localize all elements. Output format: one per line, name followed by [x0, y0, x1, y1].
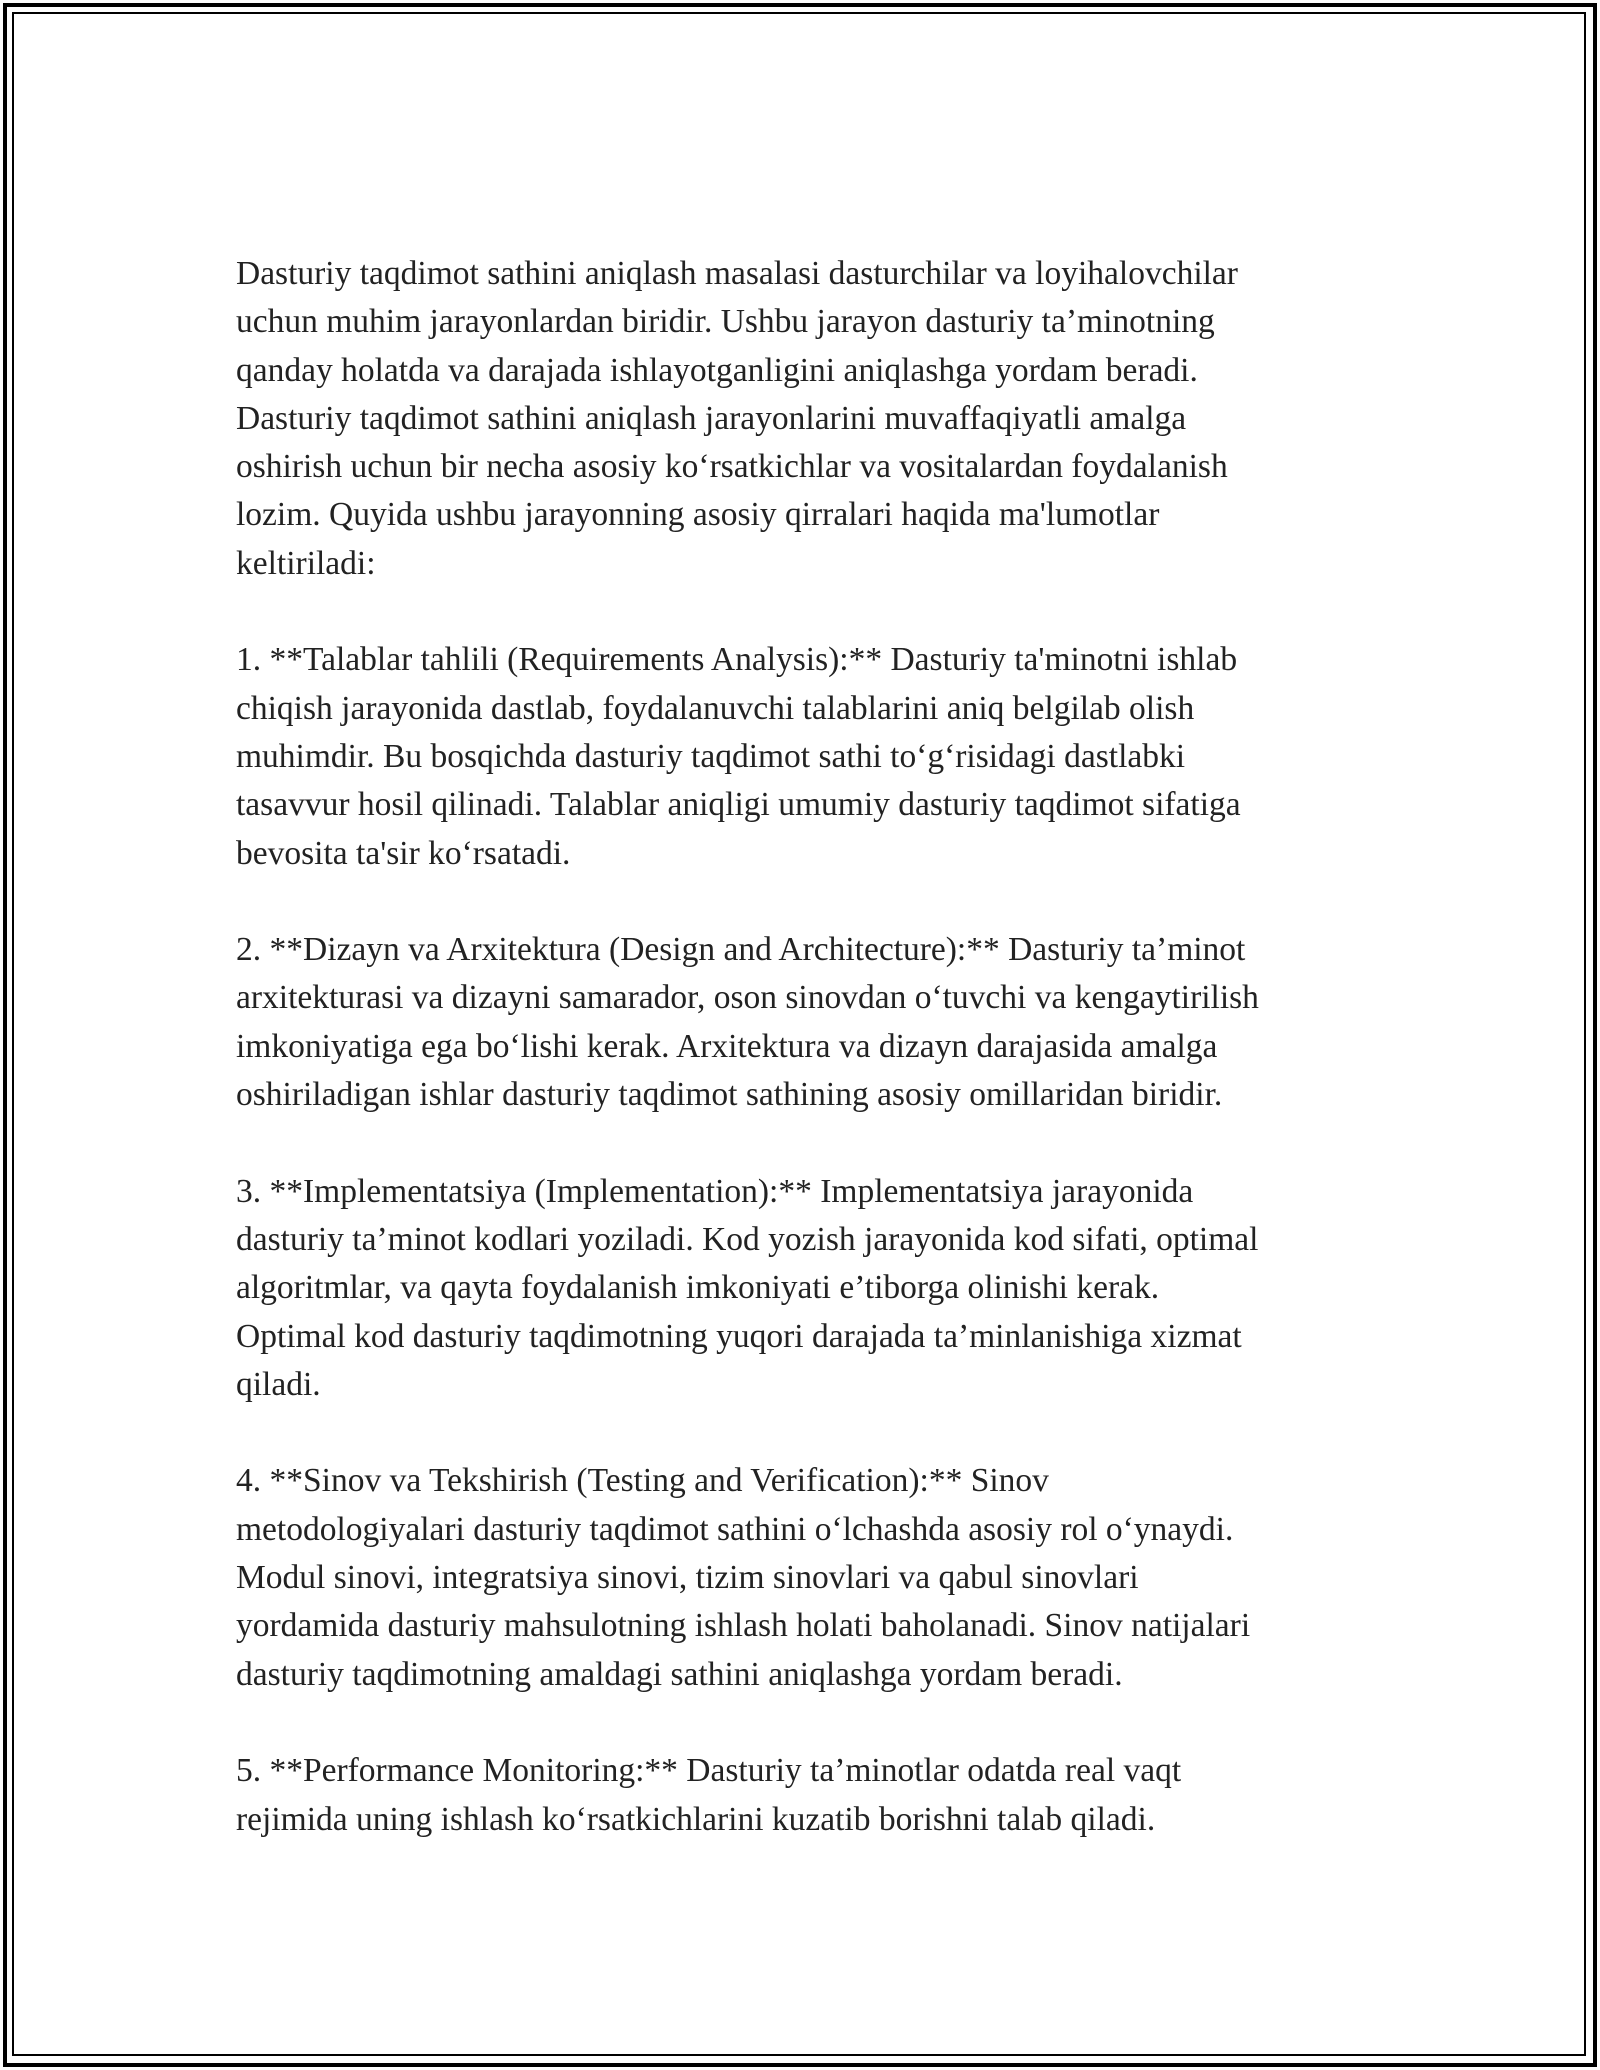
list-item-implementation: 3. **Implementatsiya (Implementation):** Implementatsiya jarayonida dasturiy ta’minot kodlari yoziladi. Kod yozish jarayonida kod sifati, optimal algoritmlar, va qayta foydalanish imkoniyati e’tiborga olinishi kerak. Optimal kod dasturiy taqdimotning yuqori darajada ta’minlanishiga xizmat qiladi. [236, 1172, 1259, 1403]
list-item-testing-verification: 4. **Sinov va Tekshirish (Testing and Verification):** Sinov metodologiyalari dasturiy taqdimot sathini o‘lchashda asosiy rol o‘ynaydi. Modul sinovi, integratsiya sinovi, tizim sinovlari va qabul sinovlari yordamida dasturiy mahsulotning ishlash holati baholanadi. Sinov natijalari dasturiy taqdimotning amaldagi sathini aniqlashga yordam beradi. [236, 1462, 1251, 1693]
intro-paragraph: Dasturiy taqdimot sathini aniqlash masalasi dasturchilar va loyihalovchilar uchun muhim jarayonlardan biridir. Ushbu jarayon dasturiy ta’minotning qanday holatda va darajada ishlayotganligini aniqlashga yordam beradi. Dasturiy taqdimot sathini aniqlash jarayonlarini muvaffaqiyatli amalga oshirish uchun bir necha asosiy ko‘rsatkichlar va vositalardan foydalanish lozim. Quyida ushbu jarayonning asosiy qirralari haqida ma'lumotlar keltiriladi: [236, 255, 1238, 582]
list-item-requirements-analysis: 1. **Talablar tahlili (Requirements Analysis):** Dasturiy ta'minotni ishlab chiqish jarayonida dastlab, foydalanuvchi talablarini aniq belgilab olish muhimdir. Bu bosqichda dasturiy taqdimot sathi to‘g‘risidagi dastlabki tasavvur hosil qilinadi. Talablar aniqligi umumiy dasturiy taqdimot sifatiga bevosita ta'sir ko‘rsatadi. [236, 641, 1241, 872]
document-body [236, 250, 1376, 1844]
list-item-performance-monitoring: 5. **Performance Monitoring:** Dasturiy ta’minotlar odatda real vaqt rejimida uning ishlash ko‘rsatkichlarini kuzatib borishni talab qiladi. [236, 1752, 1182, 1838]
list-item-design-architecture: 2. **Dizayn va Arxitektura (Design and Architecture):** Dasturiy ta’minot arxitekturasi va dizayni samarador, oson sinovdan o‘tuvchi va kengaytirilish imkoniyatiga ega bo‘lishi kerak. Arxitektura va dizayn darajasida amalga oshiriladigan ishlar dasturiy taqdimot sathining asosiy omillaridan biridir. [236, 931, 1259, 1114]
